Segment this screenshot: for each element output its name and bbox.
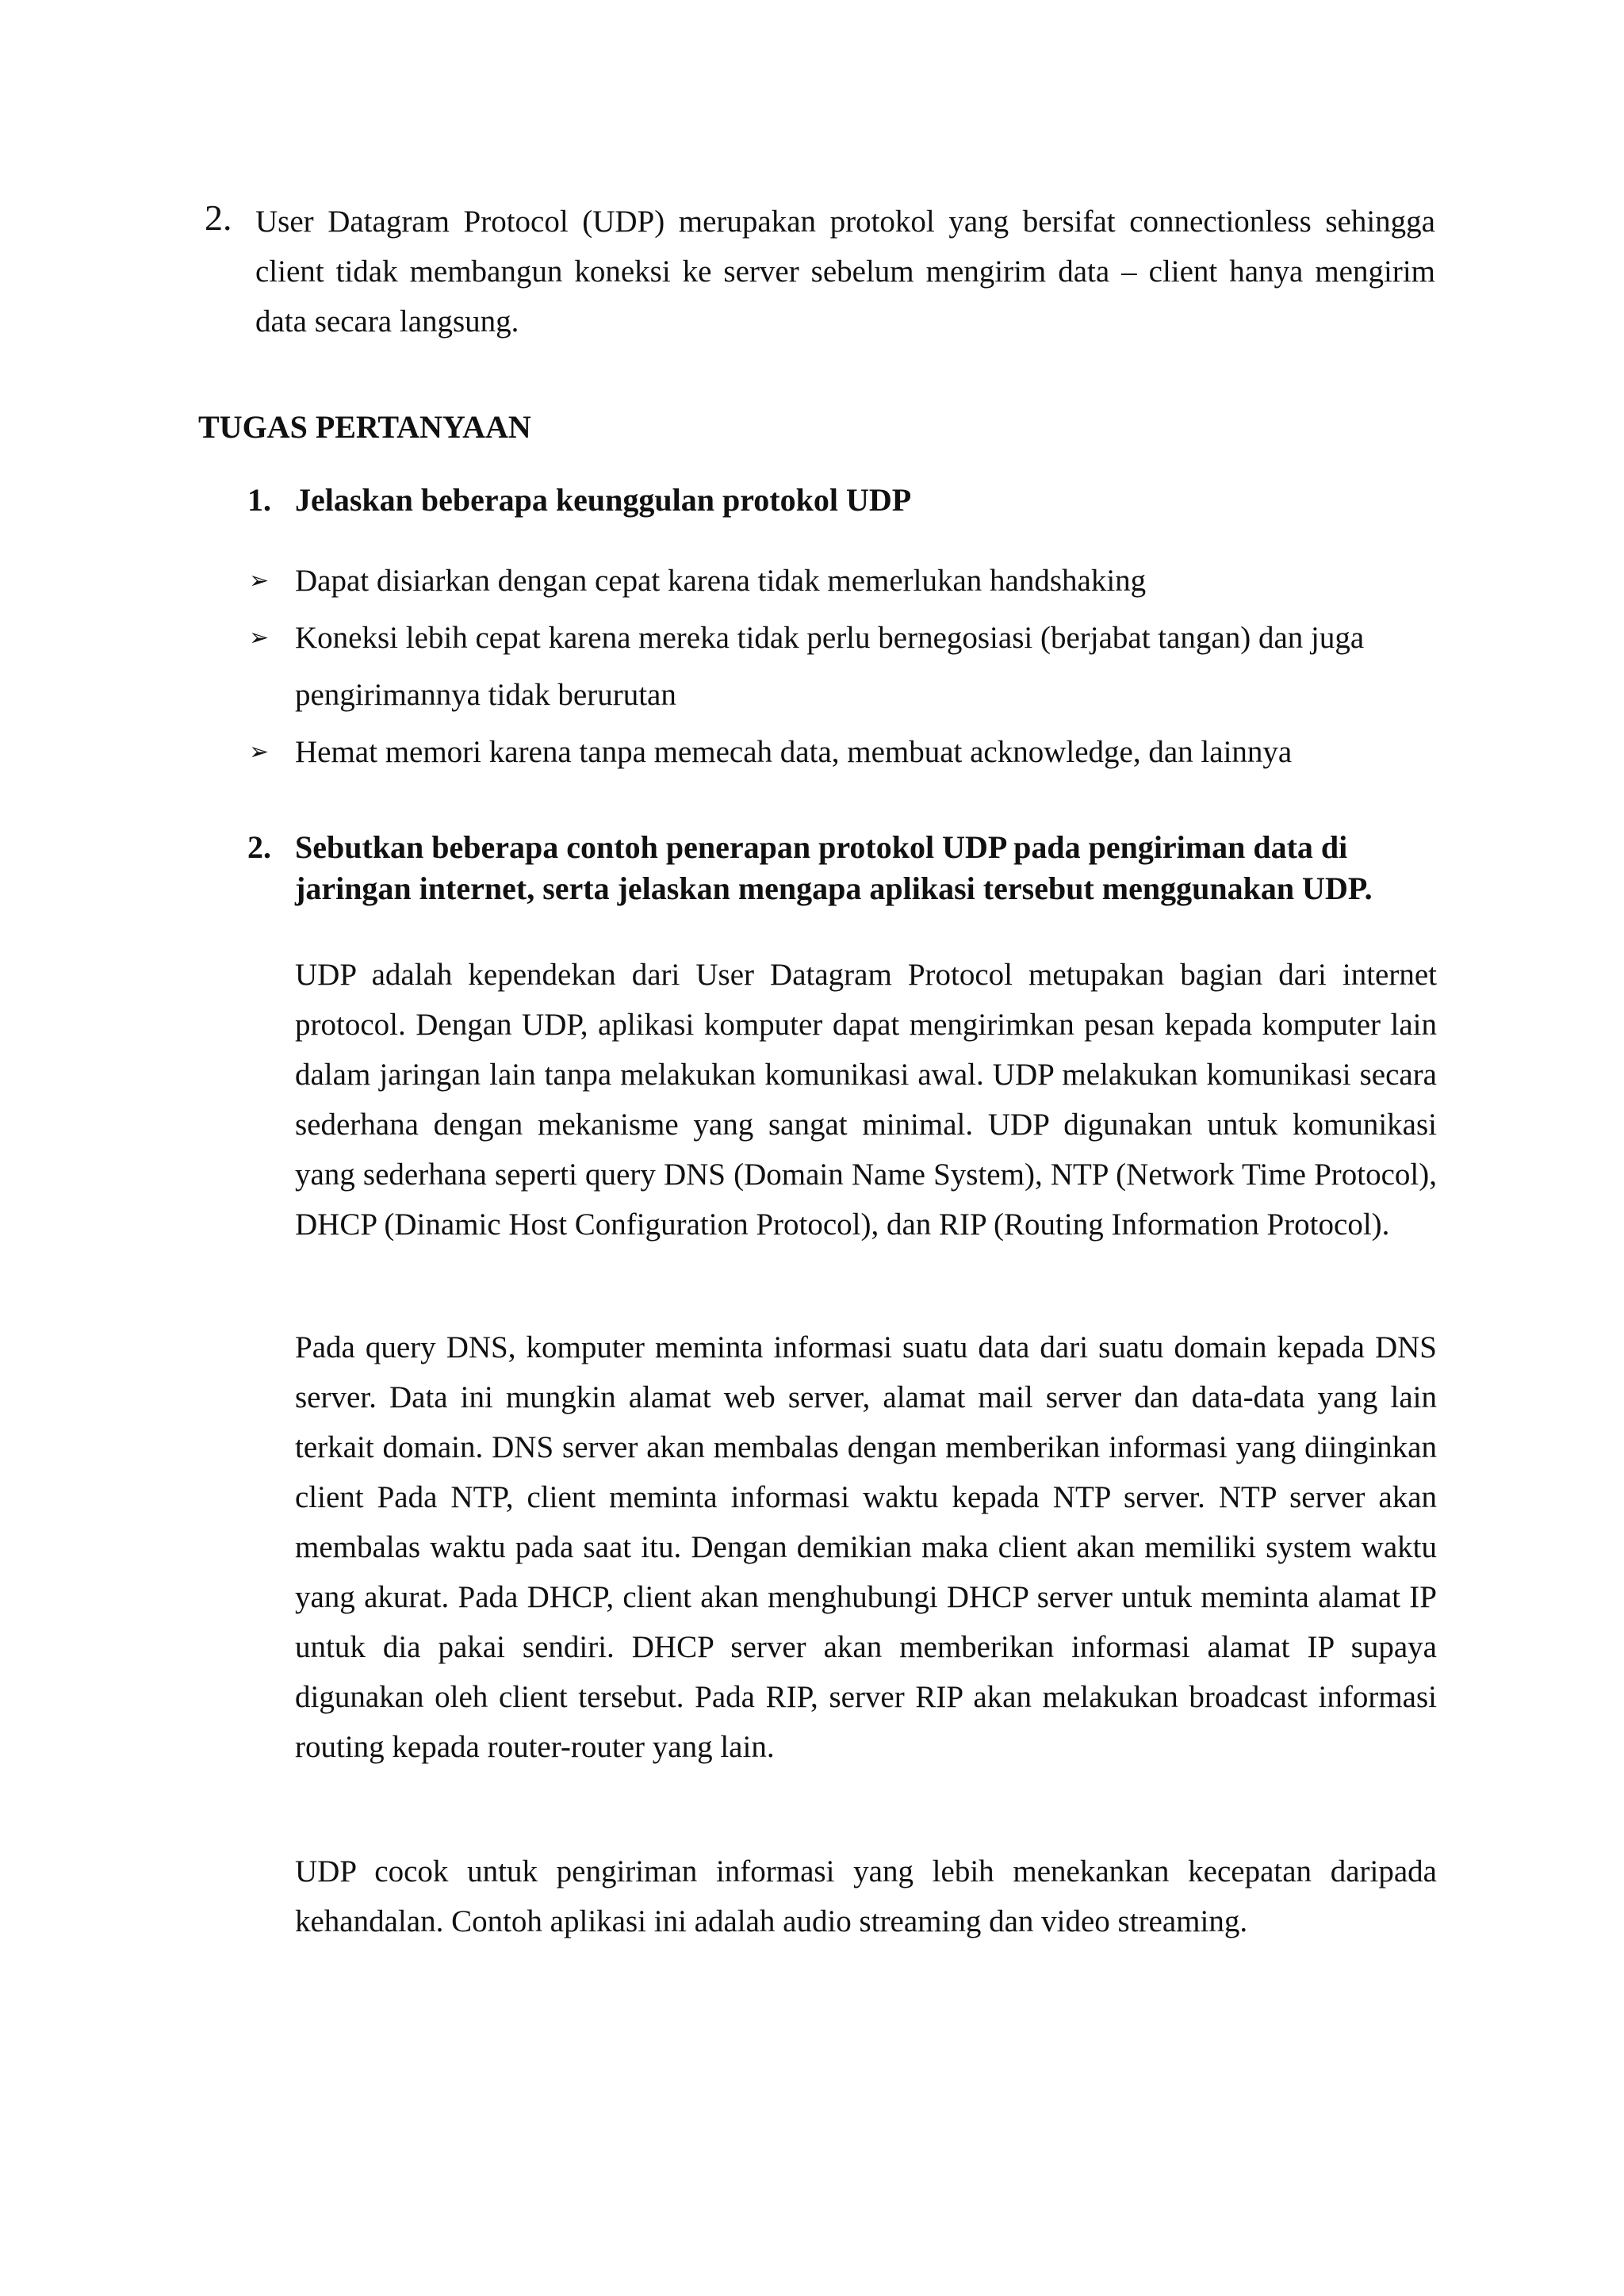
list-item — [247, 610, 1437, 724]
question-2-text: Sebutkan beberapa contoh penerapan protokol UDP pada pengiriman data di jaringan internet, serta jelaskan mengapa aplikasi tersebut menggunakan UDP. — [295, 829, 1373, 906]
answer-paragraph-3: UDP cocok untuk pengiriman informasi yang lebih menekankan kecepatan daripada kehandalan. Contoh aplikasi ini adalah audio streaming dan video streaming. — [295, 1854, 1437, 1938]
list-item — [247, 724, 1437, 781]
list-item-text: Koneksi lebih cepat karena mereka tidak perlu bernegosiasi (berjabat tangan) dan juga pengirimannya tidak berurutan — [295, 621, 1365, 712]
question-1-text: Jelaskan beberapa keunggulan protokol UDP — [295, 482, 912, 518]
intro-paragraph: User Datagram Protocol (UDP) merupakan protokol yang bersifat connectionless sehingga client tidak membangun koneksi ke server sebelum mengirim data – client hanya mengirim data secara langsung. — [255, 205, 1435, 339]
answer-paragraph-2: Pada query DNS, komputer meminta informasi suatu data dari suatu domain kepada DNS server. Data ini mungkin alamat web server, alamat mail server dan data-data yang lain terkait domain. DNS server akan membalas dengan memberikan informasi yang diinginkan client Pada NTP, client meminta informasi waktu kepada NTP server. NTP server akan membalas waktu pada saat itu. Dengan demikian maka client akan memiliki system waktu yang akurat. Pada DHCP, client akan menghubungi DHCP server untuk meminta alamat IP untuk dia pakai sendiri. DHCP server akan memberikan informasi alamat IP supaya digunakan oleh client tersebut. Pada RIP, server RIP akan melakukan broadcast informasi routing kepada router-router yang lain. — [295, 1330, 1437, 1764]
list-item-text: Hemat memori karena tanpa memecah data, membuat acknowledge, dan lainnya — [295, 735, 1293, 769]
answer-paragraph-1: UDP adalah kependekan dari User Datagram Protocol metupakan bagian dari internet protocol. Dengan UDP, aplikasi komputer dapat mengirimkan pesan kepada komputer lain dalam jaringan lain tanpa melakukan komunikasi awal. UDP melakukan komunikasi secara sederhana dengan mekanisme yang sangat minimal. UDP digunakan untuk komunikasi yang sederhana seperti query DNS (Domain Name System), NTP (Network Time Protocol), DHCP (Dinamic Host Configuration Protocol), dan RIP (Routing Information Protocol). — [295, 958, 1437, 1242]
question-2-number: 2. — [247, 829, 271, 865]
question-1-number: 1. — [247, 482, 271, 518]
advantages-list — [247, 553, 1437, 781]
list-item-text: Dapat disiarkan dengan cepat karena tidak memerlukan handshaking — [295, 564, 1147, 598]
list-item — [247, 553, 1437, 610]
section-heading: TUGAS PERTANYAAN — [198, 409, 531, 445]
arrow-bullet-icon: ➢ — [249, 567, 270, 595]
arrow-bullet-icon: ➢ — [249, 624, 270, 652]
arrow-bullet-icon: ➢ — [249, 738, 270, 766]
intro-item-number: 2. — [205, 197, 232, 238]
